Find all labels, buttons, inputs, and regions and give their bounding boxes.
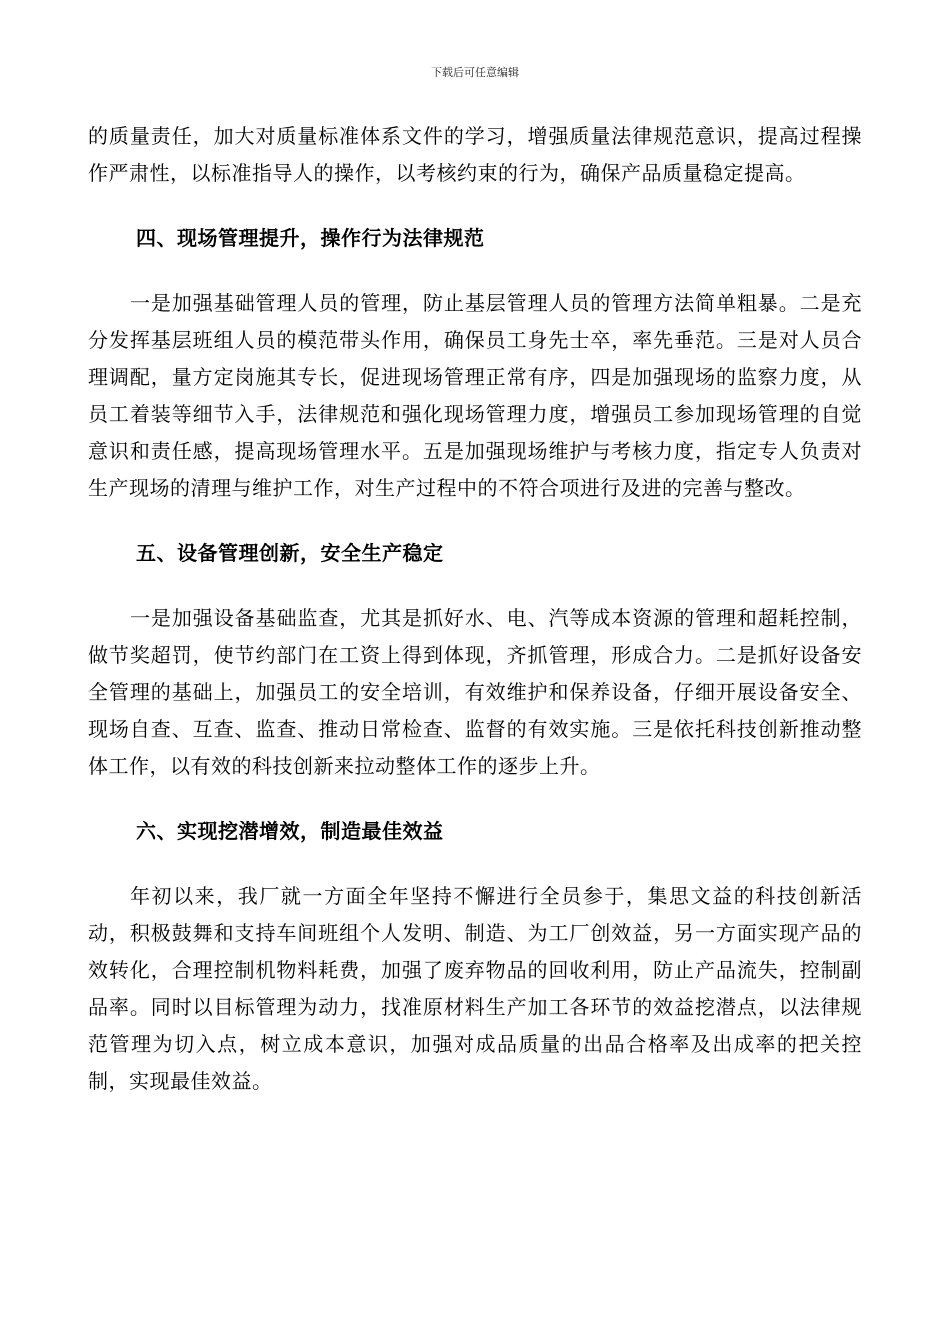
section-heading-4: 四、现场管理提升，操作行为法律规范 xyxy=(136,226,485,250)
document-body xyxy=(88,118,862,1100)
section-paragraph-4: 一是加强基础管理人员的管理，防止基层管理人员的管理方法简单粗暴。二是充分发挥基层班组人员的模范带头作用，确保员工身先士卒，率先垂范。三是对人员合理调配，量方定岗施其专长，促进现场管理正常有序，四是加强现场的监察力度，从员工着装等细节入手，法律规范和强化现场管理力度，增强员工参加现场管理的自觉意识和责任感，提高现场管理水平。五是加强现场维护与考核力度，指定专人负责对生产现场的清理与维护工作，对生产过程中的不符合项进行及进的完善与整改。 xyxy=(88,291,862,500)
section-paragraph-6: 年初以来，我厂就一方面全年坚持不懈进行全员参于，集思文益的科技创新活动，积极鼓舞和支持车间班组个人发明、制造、为工厂创效益，另一方面实现产品的效转化，合理控制机物料耗费，加强了废弃物品的回收利用，防止产品流失，控制副品率。同时以目标管理为动力，找准原材料生产加工各环节的效益挖潜点，以法律规范管理为切入点，树立成本意识，加强对成品质量的出品合格率及出成率的把关控制，实现最佳效益。 xyxy=(88,884,862,1093)
section-heading-5: 五、设备管理创新，安全生产稳定 xyxy=(136,541,444,565)
section-paragraph-5: 一是加强设备基础监查，尤其是抓好水、电、汽等成本资源的管理和超耗控制，做节奖超罚，使节约部门在工资上得到体现，齐抓管理，形成合力。二是抓好设备安全管理的基础上，加强员工的安全培训，有效维护和保养设备，仔细开展设备安全、现场自查、互查、监查、推动日常检查、监督的有效实施。三是依托科技创新推动整体工作，以有效的科技创新来拉动整体工作的逐步上升。 xyxy=(88,606,862,778)
page-header-note: 下载后可任意编辑 xyxy=(431,66,519,79)
intro-paragraph: 的质量责任，加大对质量标准体系文件的学习，增强质量法律规范意识，提高过程操作严肃性，以标准指导人的操作，以考核约束的行为，确保产品质量稳定提高。 xyxy=(88,124,862,185)
section-heading-6: 六、实现挖潜增效，制造最佳效益 xyxy=(136,819,444,843)
